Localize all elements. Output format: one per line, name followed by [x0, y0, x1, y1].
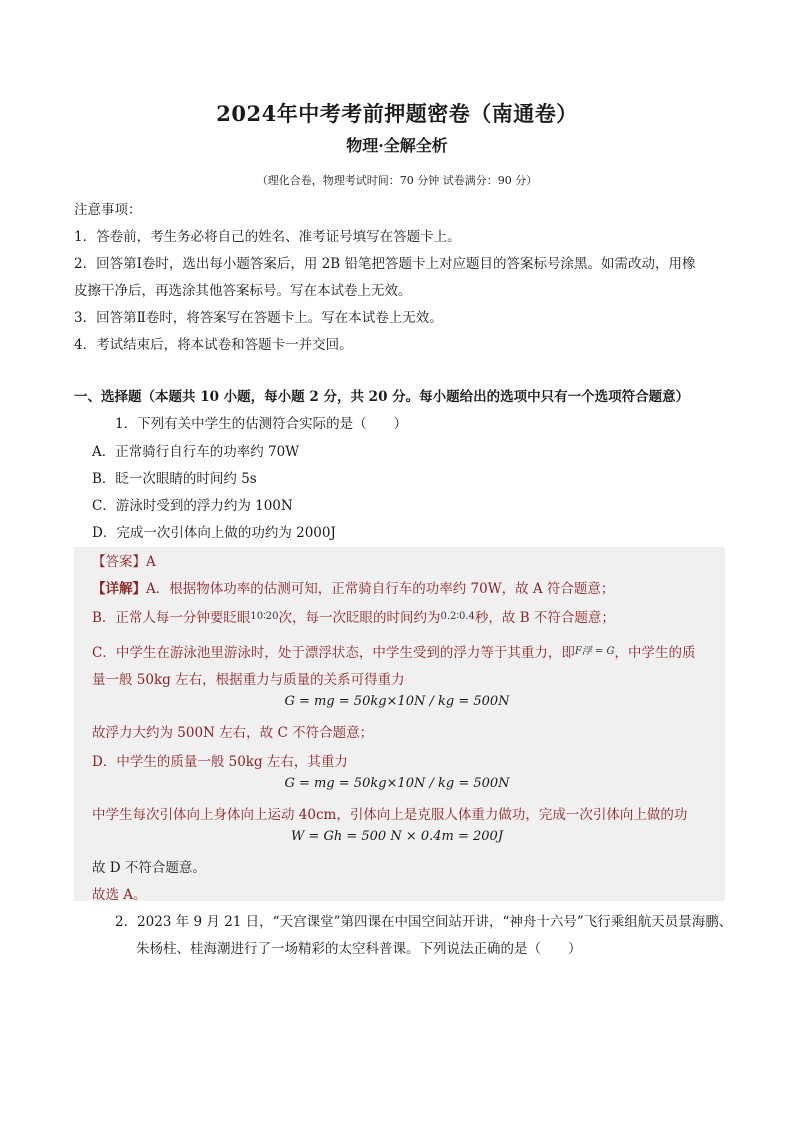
detail-d3: 故 D 不符合题意。: [92, 860, 206, 876]
detail-a-text: A．根据物体功率的估测可知，正常骑自行车的功率约 70W，故 A 符合题意；: [146, 581, 615, 597]
detail-d2: 中学生每次引体向上身体向上运动 40cm，引体向上是克服人体重力做功，完成一次引体向上做的功: [92, 807, 688, 823]
notice-item: 4．考试结束后，将本试卷和答题卡一并交回。: [74, 337, 353, 353]
option-b: B．眨一次眼睛的时间约 5s: [92, 471, 257, 487]
formula-work: W = Gh = 500 N × 0.4m = 200J: [290, 829, 504, 844]
detail-c1-post: ，中学生的质: [614, 645, 696, 661]
option-a: A．正常骑行自行车的功率约 70W: [92, 444, 300, 460]
detail-b-ratio2: 0.2∶0.4: [440, 611, 475, 622]
option-d: D．完成一次引体向上做的功约为 2000J: [92, 525, 336, 541]
question-2-line2: 朱杨柱、桂海潮进行了一场精彩的太空科普课。下列说法正确的是（ ）: [136, 941, 582, 957]
option-c: C．游泳时受到的浮力约为 100N: [92, 498, 293, 514]
question-2-line1: 2．2023 年 9 月 21 日，“天宫课堂”第四课在中国空间站开讲，“神舟十六号”飞行乘组航天员景海鹏、: [115, 914, 733, 930]
page-subtitle: 物理·全解全析: [346, 136, 448, 155]
detail-b-post: 秒，故 B 不符合题意；: [474, 610, 615, 626]
detail-label: 【详解】: [92, 581, 146, 597]
detail-b-ratio1: 10∶20: [250, 611, 279, 622]
detail-b-mid: 次，每一次眨眼的时间约为: [278, 610, 441, 626]
section-heading: 一、选择题（本题共 10 小题，每小题 2 分，共 20 分。每小题给出的选项中只有一个选项符合题意）: [74, 389, 690, 405]
formula-gravity-2: G = mg = 50kg×10N / kg = 500N: [284, 776, 510, 791]
page-title: 2024年中考考前押题密卷（南通卷）: [216, 101, 578, 126]
detail-c1-pre: C．中学生在游泳池里游泳时，处于漂浮状态，中学生受到的浮力等于其重力，即: [92, 645, 575, 661]
detail-c3: 故浮力大约为 500N 左右，故 C 不符合题意；: [92, 725, 374, 741]
detail-b-pre: B．正常人每一分钟要眨眼: [92, 610, 251, 626]
question-stem: 1．下列有关中学生的估测符合实际的是（ ）: [115, 416, 408, 432]
formula-gravity: G = mg = 50kg×10N / kg = 500N: [284, 694, 510, 709]
notice-item: 皮擦干净后，再选涂其他答案标号。写在本试卷上无效。: [74, 283, 412, 299]
detail-c2: 量一般 50kg 左右，根据重力与质量的关系可得重力: [92, 672, 405, 688]
exam-info: （理化合卷，物理考试时间：70 分钟 试卷满分：90 分）: [256, 174, 538, 187]
detail-a: [92, 577, 614, 597]
detail-c1-eq: F浮 = G: [574, 646, 615, 657]
detail-d1: D．中学生的质量一般 50kg 左右，其重力: [92, 754, 348, 770]
detail-b: [92, 606, 615, 626]
notice-item: 3．回答第Ⅱ卷时，将答案写在答题卡上。写在本试卷上无效。: [74, 310, 443, 326]
detail-c1: [92, 641, 696, 661]
answer-label: 【答案】A: [92, 554, 156, 570]
conclusion: 故选 A。: [92, 887, 147, 903]
notice-item: 2．回答第Ⅰ卷时，选出每小题答案后，用 2B 铅笔把答题卡上对应题目的答案标号涂黑。如需改动，用橡: [74, 256, 696, 272]
notice-item: 1．答卷前，考生务必将自己的姓名、准考证号填写在答题卡上。: [74, 229, 461, 245]
notice-heading: 注意事项：: [74, 202, 142, 218]
